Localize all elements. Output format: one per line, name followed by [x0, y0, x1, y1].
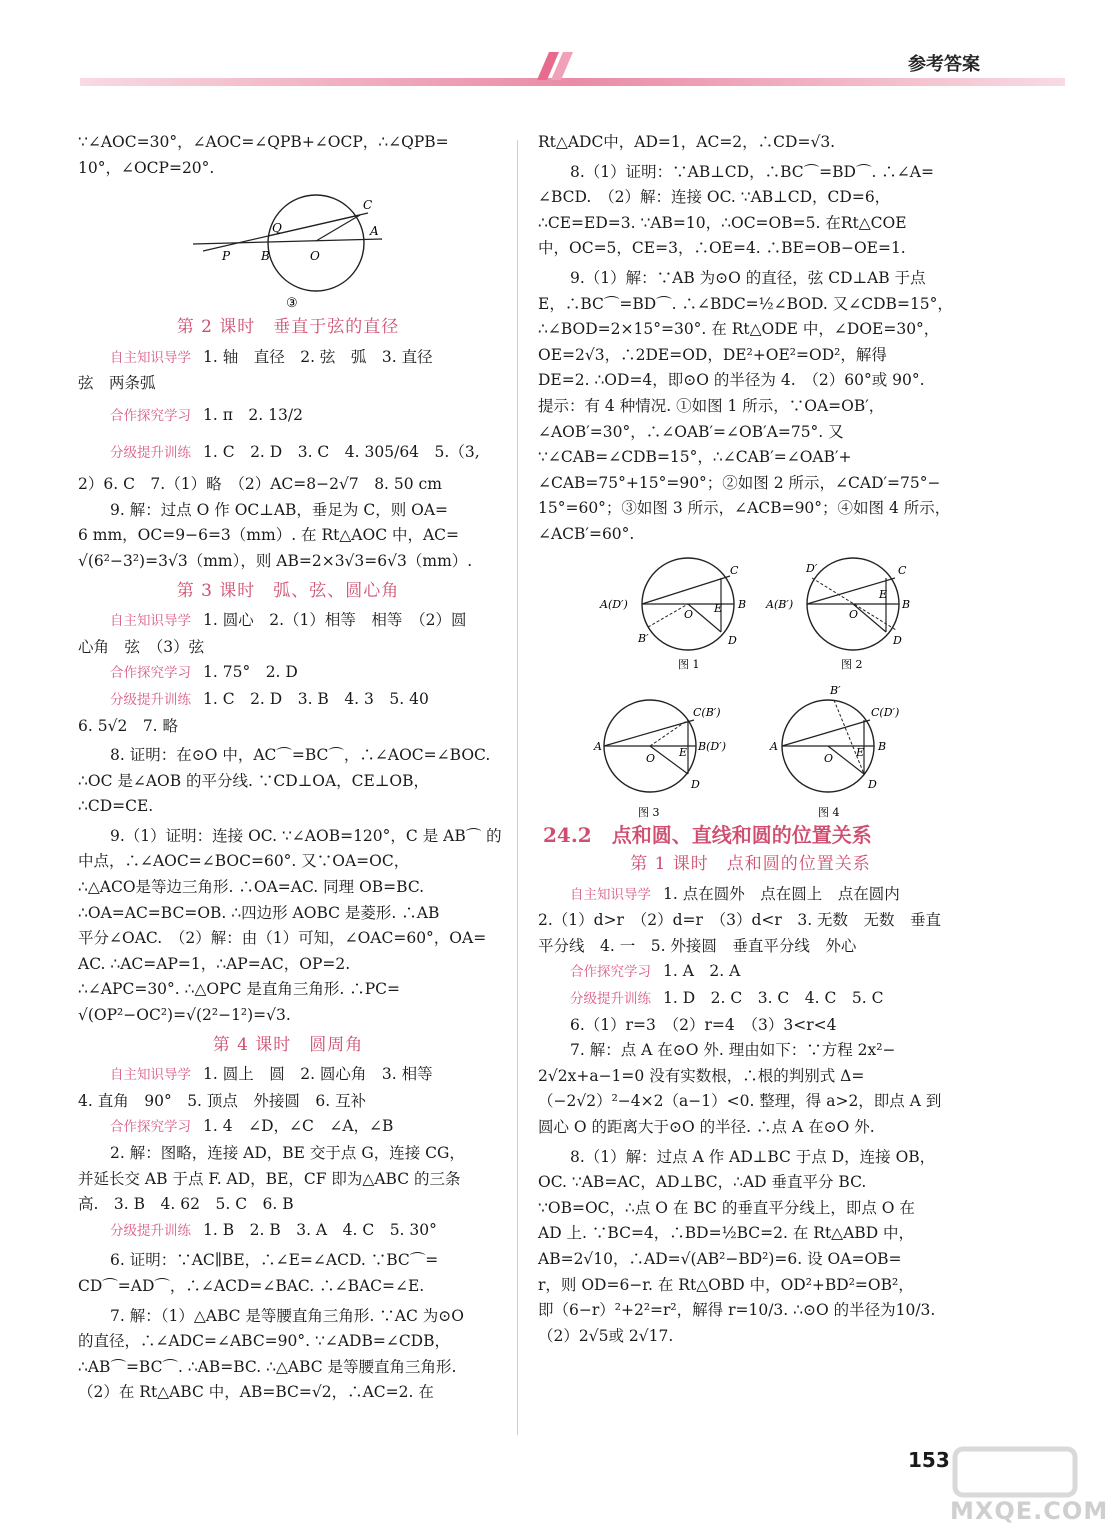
fig-label: C(D′) — [871, 705, 900, 719]
text-line: ∠BCD. （2）解：连接 OC. ∵AB⊥CD，CD=6， — [538, 188, 891, 207]
fig-label-c: C — [363, 198, 373, 213]
text-line: AC. ∴AC=AP=1，∴AP=AC，OP=2. — [78, 954, 351, 973]
text-line: AB=2√10，∴AD=√(AB²−BD²)=6. 设 OA=OB= — [538, 1250, 902, 1268]
figure-1 — [599, 558, 746, 671]
answer-label: 自主知识导学 — [570, 886, 651, 903]
answer-label: 合作探究学习 — [110, 407, 191, 424]
answer-line — [78, 440, 498, 467]
text-line: 6.（1）r=3 （2）r=4 （3）3<r<4 — [570, 1015, 837, 1034]
fig-label: O — [684, 607, 694, 621]
fig-label: B — [902, 597, 911, 611]
answer-line — [78, 608, 498, 635]
fig-label: B′ — [830, 683, 841, 697]
text-line: （2）2√5或 2√17. — [538, 1326, 674, 1345]
text-line: 4. 直角 90° 5. 顶点 外接圆 6. 互补 — [78, 1091, 367, 1110]
text-line: 圆心 O 的距离大于⊙O 的半径. ∴点 A 在⊙O 外. — [538, 1118, 875, 1137]
figure-3-circle-diagram — [78, 181, 498, 311]
answer-label: 分级提升训练 — [110, 691, 191, 708]
fig-label: C — [898, 563, 907, 577]
text-line: ∴∠APC=30°. ∴△OPC 是直角三角形. ∴PC= — [78, 980, 400, 999]
figure-3 — [593, 700, 726, 819]
header-title: 参考答案 — [908, 54, 980, 75]
answer-label: 合作探究学习 — [110, 665, 191, 682]
text-line: ∴AB⌒=BC⌒. ∴AB=BC. ∴△ABC 是等腰直角三角形. — [78, 1357, 457, 1376]
answer-line — [78, 345, 498, 372]
answer-text: 1. C 2. D 3. B 4. 3 5. 40 — [203, 689, 429, 708]
text-line: （2）在 Rt△ABC 中，AB=BC=√2，∴AC=2. 在 — [78, 1383, 434, 1402]
fig-caption: 图 2 — [841, 657, 863, 671]
text-line: ∠CAB=75°+15°=90°；②如图 2 所示，∠CAD′=75°− — [538, 473, 941, 492]
text-line: 2. 解：图略，连接 AD，BE 交于点 G，连接 CG， — [110, 1144, 465, 1162]
page-number: 153 — [908, 1448, 950, 1472]
fig-label: E — [714, 601, 723, 615]
answer-line — [538, 959, 963, 986]
left-column — [78, 130, 502, 1406]
fig-label: D — [691, 777, 700, 791]
fig-label: E — [879, 587, 888, 601]
answer-text: 1. B 2. B 3. A 4. C 5. 30° — [203, 1220, 437, 1239]
answer-text: 1. 轴 直径 2. 弦 弧 3. 直径 — [203, 347, 433, 366]
fig-caption: ③ — [286, 296, 298, 312]
answer-label: 合作探究学习 — [110, 1119, 191, 1136]
text-line: ∴CD=CE. — [78, 797, 154, 816]
text-line: 心角 弦 （3）弦 — [78, 637, 205, 656]
fig-label: O — [849, 607, 859, 621]
text-line: 提示：有 4 种情况. ①如图 1 所示，∵OA=OB′， — [538, 396, 885, 415]
header-logo-icon — [525, 50, 580, 82]
fig-label: D′ — [806, 561, 818, 575]
answer-text: 1. 圆心 2.（1）相等 相等 （2）圆 — [203, 611, 467, 630]
fig-label: A(B′) — [766, 597, 794, 611]
text-line: 的直径，∴∠ADC=∠ABC=90°. ∵∠ADB=∠CDB， — [78, 1332, 451, 1351]
fig-label: O — [646, 751, 656, 765]
chapter-section-title: 24.2 点和圆、直线和圆的位置关系 — [543, 822, 872, 847]
answer-text: 1. A 2. A — [663, 962, 741, 981]
answer-line — [78, 1062, 498, 1089]
text-line: 6. 5√2 7. 略 — [78, 716, 179, 735]
answer-text: 1. 圆上 圆 2. 圆心角 3. 相等 — [203, 1065, 433, 1084]
answer-line — [538, 986, 963, 1013]
text-line: ∴△ACO是等边三角形. ∴OA=AC. 同理 OB=BC. — [78, 878, 425, 897]
answer-label: 分级提升训练 — [570, 991, 651, 1008]
text-line: E，∴BC⌒=BD⌒. ∴∠BDC=½∠BOD. 又∠CDB=15°， — [538, 294, 953, 313]
answer-text: 1. 75° 2. D — [203, 663, 298, 682]
text-line: ∴OC 是∠AOB 的平分线. ∵CD⊥OA，CE⊥OB， — [78, 771, 430, 790]
text-line: ∵∠AOC=30°，∠AOC=∠QPB+∠OCP，∴∠QPB= — [78, 133, 449, 151]
fig-label: C — [730, 563, 739, 577]
text-line: 高. 3. B 4. 62 5. C 6. B — [78, 1195, 294, 1214]
text-line: 2）6. C 7.（1）略 （2）AC=8−2√7 8. 50 cm — [78, 475, 442, 494]
fig-label-p: P — [222, 249, 231, 264]
text-line: CD⌒=AD⌒，∴∠ACD=∠BAC. ∴∠BAC=∠E. — [78, 1276, 425, 1295]
text-line: 并延长交 AB 于点 F. AD，BE，CF 即为△ABC 的三条 — [78, 1169, 461, 1188]
text-line: ∴OA=AC=BC=OB. ∴四边形 AOBC 是菱形. ∴AB — [78, 903, 440, 922]
text-line: 6 mm，OC=9−6=3（mm）. 在 Rt△AOC 中，AC= — [78, 526, 460, 545]
answer-line — [78, 1218, 498, 1245]
fig-label-b: B — [261, 249, 270, 264]
text-line: （−2√2）²−4×2（a−1）<0. 整理，得 a>2，即点 A 到 — [538, 1092, 942, 1111]
text-line: ∴∠BOD=2×15°=30°. 在 Rt△ODE 中，∠DOE=30°， — [538, 320, 940, 339]
text-line: 15°=60°；③如图 3 所示，∠ACB=90°；④如图 4 所示， — [538, 499, 951, 518]
text-line: 弦 两条弧 — [78, 374, 156, 393]
fig-label: B′ — [638, 631, 649, 645]
figure-4 — [769, 684, 899, 819]
fig-label: E — [679, 745, 688, 759]
text-line: Rt△ADC中，AD=1，AC=2，∴CD=√3. — [538, 133, 836, 151]
section-title: 第 4 课时 圆周角 — [212, 1034, 364, 1055]
text-line: 平分线 4. 一 5. 外接圆 垂直平分线 外心 — [538, 936, 857, 955]
fig-label: B — [878, 739, 887, 753]
fig-label: B — [738, 597, 747, 611]
text-line: 9. 解：过点 O 作 OC⊥AB，垂足为 C，则 OA= — [110, 500, 449, 519]
fig-label-a: A — [370, 224, 379, 239]
watermark-site: MXQE.COM — [950, 1497, 1108, 1525]
answer-line — [78, 660, 498, 687]
fig-label: A — [594, 739, 602, 753]
column-divider — [517, 140, 518, 1435]
answer-text: 1. D 2. C 3. C 4. C 5. C — [663, 989, 884, 1008]
fig-label: D — [728, 633, 737, 647]
answer-line — [538, 882, 963, 909]
text-line: 7. 解：（1）△ABC 是等腰直角三角形. ∵AC 为⊙O — [110, 1306, 464, 1325]
answer-text: 1. C 2. D 3. C 4. 305/64 5.（3, — [203, 442, 480, 461]
fig-label: E — [856, 745, 865, 759]
text-line: 10°，∠OCP=20°. — [78, 158, 215, 177]
text-line: AD 上. ∵BC=4，∴BD=½BC=2. 在 Rt△ABD 中， — [538, 1224, 915, 1243]
text-line: 8. 证明：在⊙O 中，AC⌒=BC⌒，∴∠AOC=∠BOC. — [110, 746, 491, 765]
fig-label: O — [824, 751, 834, 765]
answer-line — [78, 403, 498, 430]
answer-line — [78, 1114, 498, 1141]
section-title: 第 3 课时 弧、弦、圆心角 — [176, 580, 400, 601]
text-line: ∠ACB′=60°. — [538, 524, 635, 543]
text-line: r，则 OD=6−r. 在 Rt△OBD 中，OD²+BD²=OB²， — [538, 1275, 914, 1294]
text-line: 7. 解：点 A 在⊙O 外. 理由如下：∵方程 2x²− — [570, 1041, 896, 1060]
text-line: ∠AOB′=30°，∴∠OAB′=∠OB′A=75°. 又 — [538, 422, 844, 441]
fig-label: B(D′) — [698, 739, 726, 753]
text-line: 6. 证明：∵AC∥BE，∴∠E=∠ACD. ∵BC⌒= — [110, 1251, 439, 1270]
text-line: 9.（1）解：∵AB 为⊙O 的直径，弦 CD⊥AB 于点 — [570, 268, 926, 287]
fig-caption: 图 3 — [638, 805, 660, 819]
answer-label: 分级提升训练 — [110, 1222, 191, 1239]
answer-label: 分级提升训练 — [110, 444, 191, 461]
text-line: 2.（1）d>r （2）d=r （3）d<r 3. 无数 无数 垂直 — [538, 911, 942, 930]
answer-label: 自主知识导学 — [110, 613, 191, 630]
text-line: ∴CE=ED=3. ∵AB=10，∴OC=OB=5. 在Rt△COE — [538, 213, 907, 232]
text-line: OC. ∵AB=AC，AD⊥BC，∴AD 垂直平分 BC. — [538, 1173, 867, 1192]
fig-label-q: Q — [272, 221, 282, 236]
text-line: 中点，∴∠AOC=∠BOC=60°. 又∵OA=OC， — [78, 852, 410, 871]
fig-label: C(B′) — [693, 705, 721, 719]
text-line: 8.（1）解：过点 A 作 AD⊥BC 于点 D，连接 OB， — [570, 1147, 936, 1166]
fig-caption: 图 4 — [818, 805, 840, 819]
answer-text: 1. 4 ∠D，∠C ∠A，∠B — [203, 1117, 394, 1136]
text-line: √(6²−3²)=3√3（mm），则 AB=2×3√3=6√3（mm）. — [78, 551, 473, 570]
figures-1-4-circle-diagrams — [538, 548, 963, 823]
text-line: ∵OB=OC，∴点 O 在 BC 的垂直平分线上，即点 O 在 — [538, 1198, 915, 1217]
answer-text: 1. 点在圆外 点在圆上 点在圆内 — [663, 884, 900, 903]
answer-label: 自主知识导学 — [110, 1067, 191, 1084]
fig-label: D — [868, 777, 877, 791]
text-line: √(OP²−OC²)=√(2²−1²)=√3. — [78, 1006, 291, 1025]
fig-label: A — [770, 739, 778, 753]
text-line: 中，OC=5，CE=3，∴OE=4. ∴BE=OB−OE=1. — [538, 239, 906, 258]
text-line: 即（6−r）²+2²=r²，解得 r=10/3. ∴⊙O 的半径为10/3. — [538, 1301, 936, 1320]
text-line: OE=2√3，∴2DE=OD，DE²+OE²=OD²，解得 — [538, 345, 887, 364]
fig-label: A(D′) — [600, 597, 628, 611]
text-line: 平分∠OAC. （2）解：由（1）可知，∠OAC=60°，OA= — [78, 929, 487, 948]
right-column — [538, 130, 963, 1349]
text-line: 9.（1）证明：连接 OC. ∵∠AOB=120°，C 是 AB⌒ 的 — [110, 826, 502, 845]
answer-line — [78, 687, 498, 714]
section-title: 第 2 课时 垂直于弦的直径 — [176, 317, 400, 338]
answer-label: 合作探究学习 — [570, 964, 651, 981]
text-line: DE=2. ∴OD=4，即⊙O 的半径为 4. （2）60°或 90°. — [538, 371, 925, 390]
text-line: 2√2x+a−1=0 没有实数根，∴根的判别式 Δ= — [538, 1066, 865, 1085]
text-line: 8.（1）证明：∵AB⊥CD，∴BC⌒=BD⌒. ∴∠A= — [570, 162, 934, 181]
answer-text: 1. π 2. 13/2 — [203, 405, 303, 424]
fig-caption: 图 1 — [678, 657, 700, 671]
section-title: 第 1 课时 点和圆的位置关系 — [630, 854, 871, 875]
fig-label-o: O — [310, 249, 320, 264]
fig-label: D — [893, 633, 902, 647]
answer-label: 自主知识导学 — [110, 349, 191, 366]
figure-2 — [765, 558, 910, 671]
text-line: ∵∠CAB=∠CDB=15°，∴∠CAB′=∠OAB′+ — [538, 448, 852, 467]
